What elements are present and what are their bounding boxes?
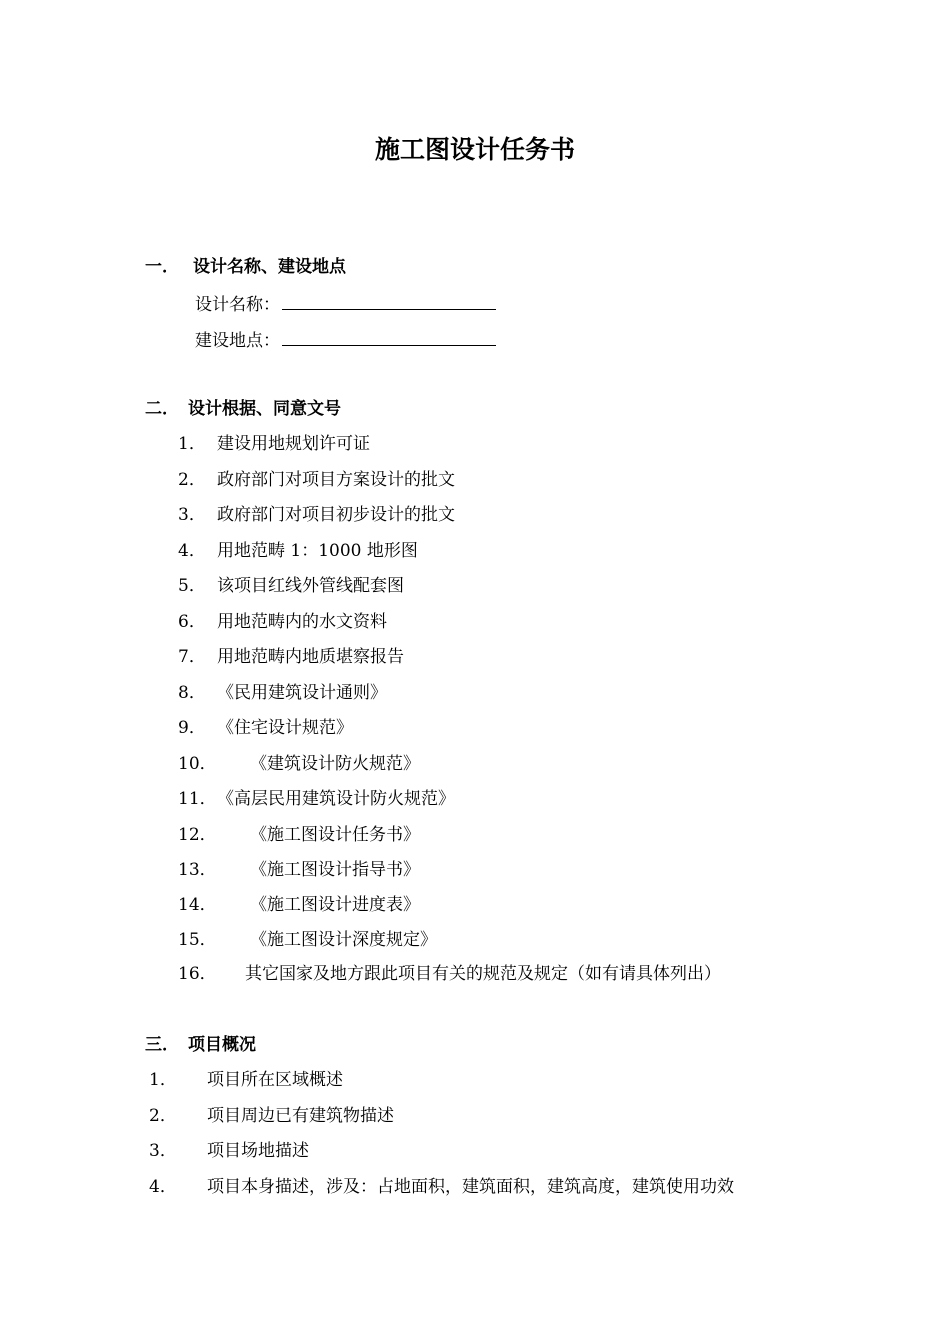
list-item bbox=[178, 962, 721, 986]
list-item-text: 《建筑设计防火规范》 bbox=[250, 754, 420, 774]
list-item-number: 2． bbox=[149, 1106, 177, 1126]
list-item bbox=[178, 574, 404, 598]
list-item bbox=[149, 1175, 734, 1199]
list-item bbox=[178, 432, 370, 456]
list-item bbox=[149, 1068, 343, 1092]
list-item bbox=[178, 893, 420, 917]
section-2-heading bbox=[145, 397, 341, 421]
list-item bbox=[178, 858, 420, 882]
list-item bbox=[178, 716, 353, 740]
list-item-text: 《住宅设计规范》 bbox=[217, 718, 353, 738]
section-2-number: 二． bbox=[145, 399, 179, 419]
section-1-number: 一． bbox=[145, 257, 179, 277]
list-item bbox=[178, 823, 420, 847]
list-item-number: 5． bbox=[178, 576, 206, 596]
section-3-number: 三． bbox=[145, 1035, 179, 1055]
section-1-heading bbox=[145, 255, 346, 279]
list-item bbox=[178, 645, 404, 669]
list-item-text: 《高层民用建筑设计防火规范》 bbox=[217, 789, 455, 809]
list-item-text: 《民用建筑设计通则》 bbox=[217, 683, 387, 703]
list-item-text: 政府部门对项目方案设计的批文 bbox=[217, 470, 455, 490]
list-item-number: 10． bbox=[178, 754, 217, 774]
list-item bbox=[149, 1104, 394, 1128]
list-item-number: 1． bbox=[149, 1070, 177, 1090]
list-item bbox=[178, 468, 455, 492]
list-item-text: 《施工图设计任务书》 bbox=[250, 825, 420, 845]
list-item-text: 项目周边已有建筑物描述 bbox=[207, 1106, 394, 1126]
list-item bbox=[178, 752, 420, 776]
list-item-number: 7． bbox=[178, 647, 206, 667]
list-item-text: 其它国家及地方跟此项目有关的规范及规定（如有请具体列出） bbox=[245, 964, 721, 984]
section-3-title: 项目概况 bbox=[188, 1035, 256, 1055]
list-item-text: 用地范畴 1：1000 地形图 bbox=[217, 541, 418, 561]
list-item-text: 该项目红线外管线配套图 bbox=[217, 576, 404, 596]
list-item-text: 《施工图设计进度表》 bbox=[250, 895, 420, 915]
list-item-text: 《施工图设计深度规定》 bbox=[250, 930, 437, 950]
list-item bbox=[178, 539, 418, 563]
list-item-text: 项目本身描述，涉及：占地面积，建筑面积，建筑高度，建筑使用功效 bbox=[207, 1177, 734, 1197]
list-item-number: 4． bbox=[178, 541, 206, 561]
list-item-text: 《施工图设计指导书》 bbox=[250, 860, 420, 880]
design-name-label: 设计名称： bbox=[195, 295, 280, 315]
list-item-number: 13． bbox=[178, 860, 217, 880]
construction-site-blank-line[interactable] bbox=[282, 327, 496, 346]
list-item-number: 12． bbox=[178, 825, 217, 845]
list-item-number: 2． bbox=[178, 470, 206, 490]
list-item-number: 11． bbox=[178, 789, 217, 809]
list-item-text: 用地范畴内地质堪察报告 bbox=[217, 647, 404, 667]
list-item bbox=[178, 787, 455, 811]
list-item bbox=[178, 928, 437, 952]
list-item-number: 4． bbox=[149, 1177, 177, 1197]
list-item-number: 1． bbox=[178, 434, 206, 454]
list-item bbox=[178, 503, 455, 527]
section-3-heading bbox=[145, 1033, 256, 1057]
list-item bbox=[178, 681, 387, 705]
list-item-number: 8． bbox=[178, 683, 206, 703]
list-item bbox=[149, 1139, 309, 1163]
list-item-text: 项目所在区域概述 bbox=[207, 1070, 343, 1090]
construction-site-label: 建设地点： bbox=[195, 331, 280, 351]
list-item-text: 政府部门对项目初步设计的批文 bbox=[217, 505, 455, 525]
section-2-title: 设计根据、同意文号 bbox=[188, 399, 341, 419]
list-item-number: 3． bbox=[178, 505, 206, 525]
list-item-number: 16． bbox=[178, 964, 217, 984]
list-item-text: 项目场地描述 bbox=[207, 1141, 309, 1161]
section-1-title: 设计名称、建设地点 bbox=[193, 257, 346, 277]
list-item-number: 9． bbox=[178, 718, 206, 738]
list-item-number: 3． bbox=[149, 1141, 177, 1161]
list-item-number: 6． bbox=[178, 612, 206, 632]
construction-site-field bbox=[195, 327, 496, 353]
document-title: 施工图设计任务书 bbox=[374, 135, 575, 164]
list-item-number: 15． bbox=[178, 930, 217, 950]
list-item-text: 用地范畴内的水文资料 bbox=[217, 612, 387, 632]
design-name-field bbox=[195, 291, 496, 317]
list-item-number: 14． bbox=[178, 895, 217, 915]
list-item-text: 建设用地规划许可证 bbox=[217, 434, 370, 454]
design-name-blank-line[interactable] bbox=[282, 291, 496, 310]
list-item bbox=[178, 610, 387, 634]
